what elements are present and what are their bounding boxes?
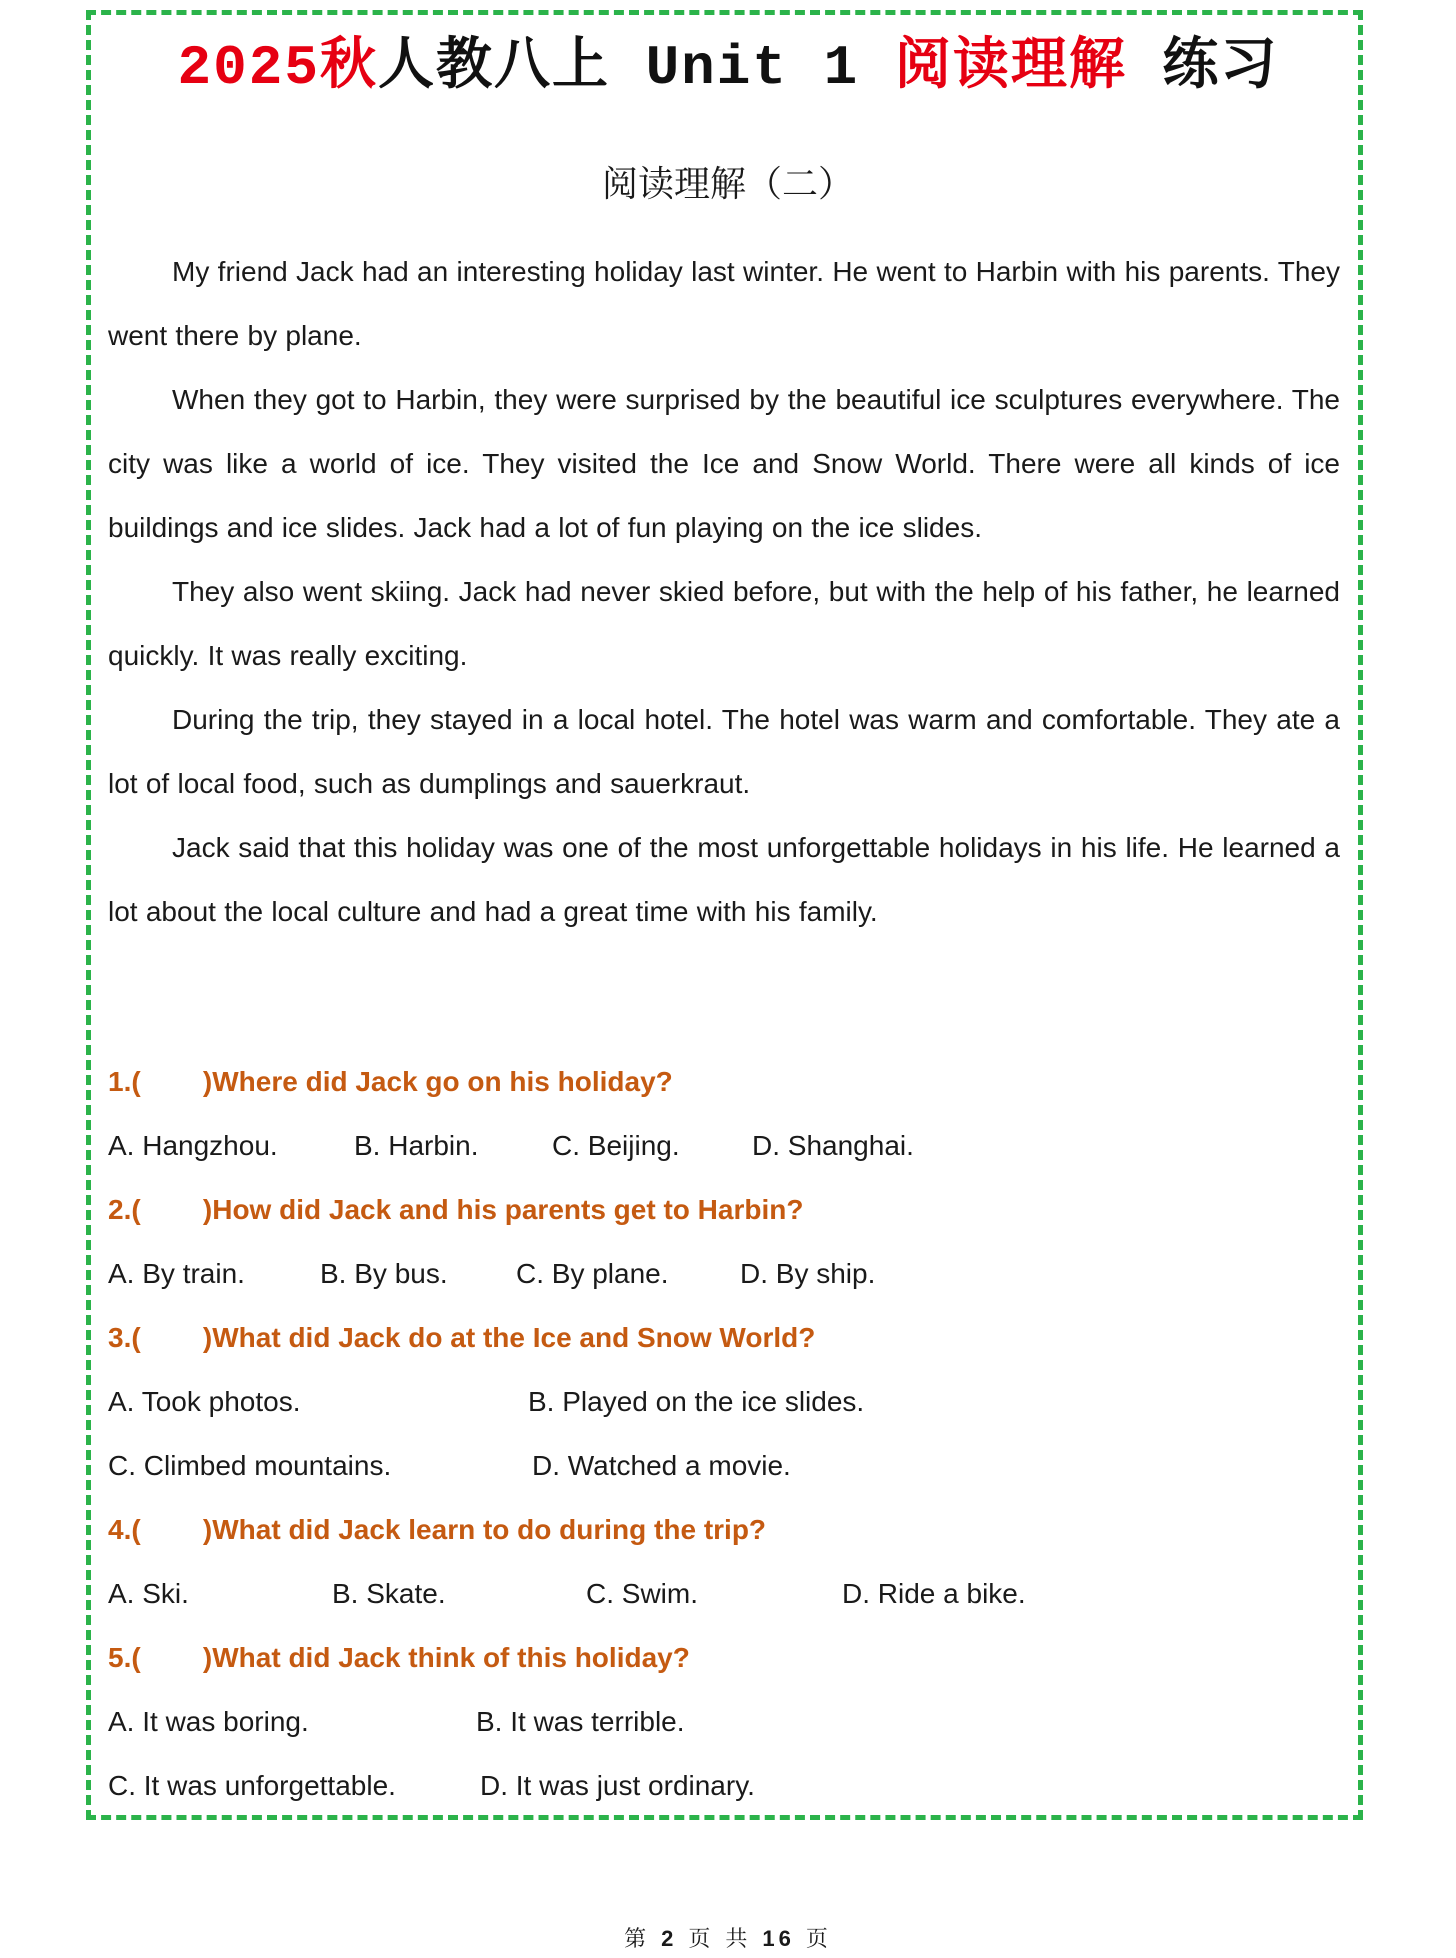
title-practice: 练习 xyxy=(1126,36,1279,100)
page-title xyxy=(0,28,1456,108)
question-2-options xyxy=(108,1242,1340,1306)
question-5-options-row-2 xyxy=(108,1754,1340,1818)
question-5-options-row-1 xyxy=(108,1690,1340,1754)
passage-paragraph-3: They also went skiing. Jack had never skied before, but with the help of his father, he learned quickly. It was really exciting. xyxy=(108,576,1340,671)
title-textbook-unit: 人教八上 Unit 1 xyxy=(377,36,860,100)
title-year-season: 2025秋 xyxy=(177,36,378,100)
question-4-options xyxy=(108,1562,1340,1626)
option-d: D. It was just ordinary. xyxy=(480,1770,755,1801)
question-3-options-row-2 xyxy=(108,1434,1340,1498)
option-c: C. Climbed mountains. xyxy=(108,1450,392,1481)
question-2-stem: 2.( )How did Jack and his parents get to Harbin? xyxy=(108,1194,804,1225)
question-list xyxy=(108,1050,1340,1818)
option-d: D. Ride a bike. xyxy=(842,1578,1026,1609)
option-d: D. By ship. xyxy=(740,1258,876,1289)
footer-total-pages: 16 xyxy=(762,1926,795,1951)
question-1-stem: 1.( )Where did Jack go on his holiday? xyxy=(108,1066,673,1097)
passage-paragraph-5: Jack said that this holiday was one of the most unforgettable holidays in his life. He learned a lot about the local culture and had a great time with his family. xyxy=(108,832,1340,927)
question-4-stem: 4.( )What did Jack learn to do during the trip? xyxy=(108,1514,767,1545)
title-topic: 阅读理解 xyxy=(859,36,1127,100)
option-c: C. Beijing. xyxy=(552,1130,680,1161)
option-a: A. Ski. xyxy=(108,1578,189,1609)
option-b: B. Harbin. xyxy=(354,1130,479,1161)
option-b: B. Skate. xyxy=(332,1578,446,1609)
passage-paragraph-1: My friend Jack had an interesting holiday last winter. He went to Harbin with his parents. They went there by plane. xyxy=(108,256,1340,351)
question-3-stem: 3.( )What did Jack do at the Ice and Snow World? xyxy=(108,1322,816,1353)
option-b: B. It was terrible. xyxy=(476,1706,685,1737)
question-3-options-row-1 xyxy=(108,1370,1340,1434)
page-footer xyxy=(0,1922,1456,1953)
section-title: 阅读理解（二） xyxy=(601,164,854,205)
option-b: B. By bus. xyxy=(320,1258,448,1289)
passage-paragraph-4: During the trip, they stayed in a local hotel. The hotel was warm and comfortable. They ate a lot of local food, such as dumplings and sauerkraut. xyxy=(108,704,1340,799)
footer-prefix: 第 xyxy=(624,1927,662,1952)
passage-paragraph-2: When they got to Harbin, they were surprised by the beautiful ice sculptures everywhere. The city was like a world of ice. They visited the Ice and Snow World. There were all kinds of ice buildings and ice slides. Jack had a lot of fun playing on the ice slides. xyxy=(108,384,1340,543)
option-a: A. It was boring. xyxy=(108,1706,309,1737)
option-a: A. Took photos. xyxy=(108,1386,301,1417)
option-c: C. It was unforgettable. xyxy=(108,1770,396,1801)
question-5-stem: 5.( )What did Jack think of this holiday? xyxy=(108,1642,690,1673)
option-b: B. Played on the ice slides. xyxy=(528,1386,865,1417)
option-d: D. Shanghai. xyxy=(752,1130,914,1161)
option-c: C. By plane. xyxy=(516,1258,669,1289)
question-1-options xyxy=(108,1114,1340,1178)
footer-middle: 页 共 xyxy=(677,1927,763,1952)
option-c: C. Swim. xyxy=(586,1578,698,1609)
option-a: A. By train. xyxy=(108,1258,245,1289)
option-a: A. Hangzhou. xyxy=(108,1130,278,1161)
footer-page-number: 2 xyxy=(661,1926,678,1951)
reading-passage xyxy=(108,240,1340,944)
footer-suffix: 页 xyxy=(794,1927,832,1952)
option-d: D. Watched a movie. xyxy=(532,1450,791,1481)
